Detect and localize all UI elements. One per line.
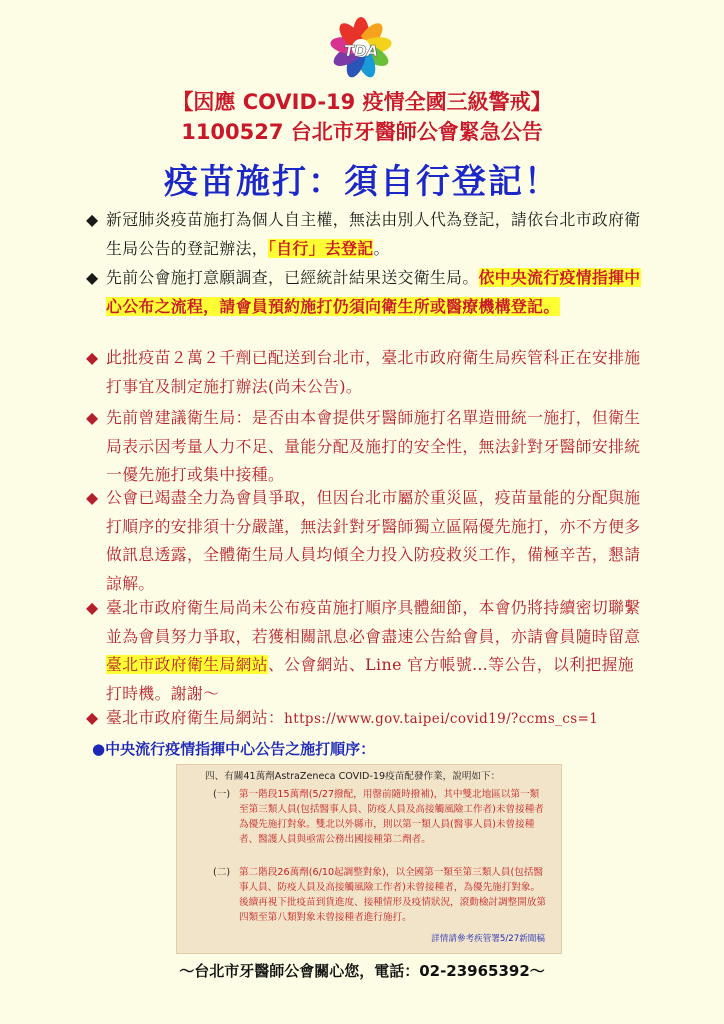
diamond-icon: ◆ <box>86 488 99 507</box>
bullet-4: ◆ 先前曾建議衛生局：是否由本會提供牙醫師施打名單造冊統一施打，但衛生局表示因考量人力不足、量能分配及施打的安全性，無法針對牙醫師安排統一優先施打或集中接種。 <box>86 404 646 490</box>
diamond-icon: ◆ <box>86 598 99 617</box>
diamond-icon: ◆ <box>86 408 99 427</box>
central-notice-image <box>176 764 562 954</box>
bullet-1: ◆ 新冠肺炎疫苗施打為個人自主權，無法由別人代為登記，請依台北市政府衛生局公告的登記辦法，「自行」去登記。 <box>86 206 646 263</box>
bullet-7: ◆ 臺北市政府衛生局網站：https://www.gov.taipei/covid19/?ccms_cs=1 <box>86 704 646 734</box>
tda-logo <box>323 14 399 86</box>
central-order-label: ●中央流行疫情指揮中心公告之施打順序： <box>92 740 376 758</box>
highlight-health-dept-site: 臺北市政府衛生局網站 <box>106 655 268 674</box>
bullet-3: ◆ 此批疫苗２萬２千劑已配送到台北市，臺北市政府衛生局疾管科正在安排施打事宜及制定施打辦法(尚未公告)。 <box>86 344 646 401</box>
highlight-self-register: 「自行」去登記 <box>267 238 374 258</box>
diamond-icon: ◆ <box>86 708 99 727</box>
header-line-2: 1100527 台北市牙醫師公會緊急公告 <box>181 120 543 144</box>
notice-item-2: (二) 第二階段26萬劑(6/10起調整對象)，以全國第一類至第三類人員(包括醫事人員、防疫人員及高接觸風險工作者)未曾接種者，為優先施打對象。後續再視下批疫苗到貨進度、接種情形及疫情狀況，滾動檢討調整開放第四類至第八類對象未曾接種者進行施打。 <box>213 867 546 923</box>
page-title: 疫苗施打：須自行登記！ <box>164 162 560 202</box>
diamond-icon: ◆ <box>86 268 99 287</box>
notice-item-1: (一) 第一階段15萬劑(5/27撥配，用罄前隨時撥補)，其中雙北地區以第一類至第三類人員(包括醫事人員、防疫人員及高接觸風險工作者)未曾接種者為優先施打對象。雙北以外縣市，則以第一類人員(醫事人員)未曾接種者、醫護人員與亟需公務出國接種第二劑者。 <box>213 789 544 845</box>
bullet-2: ◆ 先前公會施打意願調查，已經統計結果送交衛生局。依中央流行疫情指揮中心公布之流程，請會員預約施打仍須向衛生所或醫療機構登記。 <box>86 264 646 321</box>
header-line-1: 【因應 COVID-19 疫情全國三級警戒】 <box>172 90 552 114</box>
bullet-6: ◆ 臺北市政府衛生局尚未公布疫苗施打順序具體細節，本會仍將持續密切聯繫並為會員努力爭取，若獲相關訊息必會盡速公告給會員，亦請會員隨時留意臺北市政府衛生局網站、公會網站、Line 官方帳號…等公告，以利把握施打時機。謝謝～ <box>86 594 646 708</box>
footer-contact: ～台北市牙醫師公會關心您，電話：02-23965392～ <box>179 962 545 980</box>
health-dept-url-link[interactable]: https://www.gov.taipei/covid19/?ccms_cs=1 <box>284 711 599 727</box>
diamond-icon: ◆ <box>86 210 99 229</box>
logo-text: TDA <box>343 42 379 60</box>
notice-footnote: 詳情請參考疾管署5/27新聞稿 <box>431 934 545 944</box>
notice-heading: 四、有關41萬劑AstraZeneca COVID-19疫苗配發作業，說明如下： <box>205 771 501 782</box>
highlight-register-process: 依中央流行疫情指揮中心公布之流程，請會員預約施打仍須向衛生所或醫療機構登記。 <box>106 268 641 316</box>
bullet-5: ◆ 公會已竭盡全力為會員爭取，但因台北市屬於重災區，疫苗量能的分配與施打順序的安排須十分嚴謹，無法針對牙醫師獨立區隔優先施打，亦不方便多做訊息透露，全體衛生局人員均傾全力投入防疫救災工作，備極辛苦，懇請諒解。 <box>86 484 646 598</box>
diamond-icon: ◆ <box>86 348 99 367</box>
